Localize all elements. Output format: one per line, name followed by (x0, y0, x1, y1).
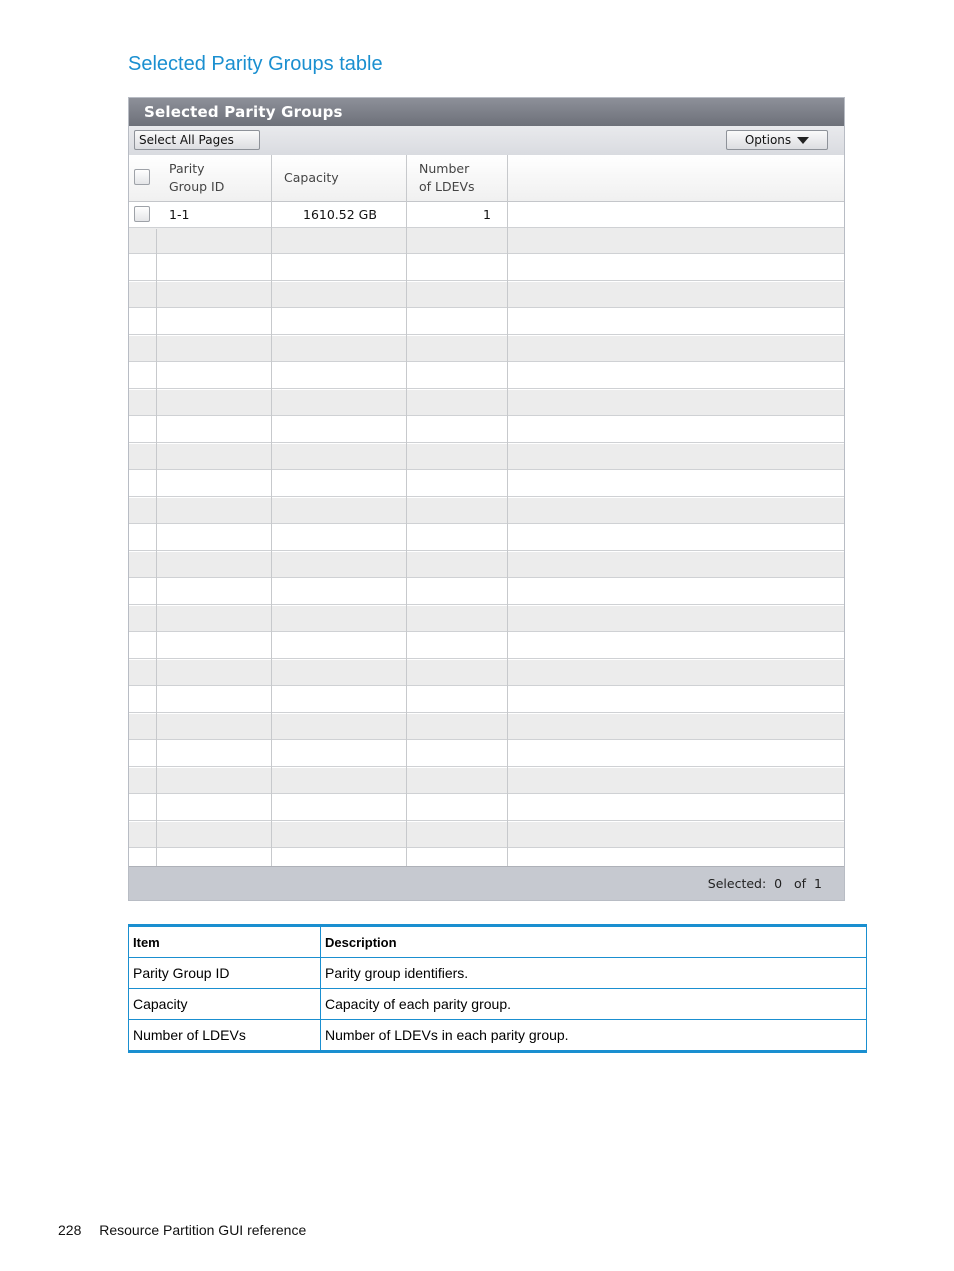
header-line: Parity (169, 161, 205, 176)
empty-table-row (129, 228, 844, 254)
column-divider (271, 155, 272, 867)
empty-table-row (129, 660, 844, 686)
empty-table-row (129, 687, 844, 713)
table-row (129, 958, 867, 989)
empty-table-row (129, 579, 844, 605)
total-count: 1 (814, 876, 822, 891)
options-button[interactable] (726, 130, 828, 150)
empty-table-row (129, 417, 844, 443)
selected-count: 0 (774, 876, 783, 891)
empty-table-row (129, 336, 844, 362)
empty-table-row (129, 714, 844, 740)
empty-table-row (129, 282, 844, 308)
column-header-parity-group-id[interactable] (169, 160, 224, 196)
empty-table-row (129, 633, 844, 659)
table-header (129, 155, 844, 202)
ldev-count-cell: 1 (483, 207, 491, 222)
item-header: Item (129, 926, 321, 958)
of-label: of (794, 876, 807, 891)
empty-table-row (129, 552, 844, 578)
selection-footer (129, 866, 844, 900)
empty-table-row (129, 444, 844, 470)
table-row (129, 1020, 867, 1052)
item-cell: Capacity (129, 989, 321, 1020)
capacity-cell: 1610.52 GB (303, 207, 377, 222)
parity-groups-grid (129, 155, 844, 867)
empty-table-row (129, 498, 844, 524)
page-footer (58, 1222, 306, 1238)
toolbar (129, 126, 844, 156)
item-cell: Parity Group ID (129, 958, 321, 989)
empty-table-row (129, 849, 844, 867)
selected-parity-groups-panel (128, 97, 845, 901)
header-line: Number (419, 161, 470, 176)
selection-count (708, 867, 822, 900)
header-line: of LDEVs (419, 179, 475, 194)
panel-title: Selected Parity Groups (129, 98, 844, 126)
selected-label: Selected: (707, 876, 767, 891)
description-table (128, 924, 867, 1053)
description-cell: Parity group identifiers. (321, 958, 867, 989)
empty-table-row (129, 606, 844, 632)
empty-table-row (129, 822, 844, 848)
description-cell: Number of LDEVs in each parity group. (321, 1020, 867, 1052)
chevron-down-icon (797, 137, 809, 144)
empty-table-row (129, 741, 844, 767)
header-line: Capacity (284, 170, 339, 185)
parity-group-id-cell: 1-1 (169, 207, 190, 222)
description-cell: Capacity of each parity group. (321, 989, 867, 1020)
select-all-checkbox[interactable] (134, 169, 150, 185)
table-row (129, 989, 867, 1020)
column-header-number-of-ldevs[interactable] (419, 160, 475, 196)
empty-table-row (129, 309, 844, 335)
table-row[interactable] (129, 202, 844, 228)
empty-table-row (129, 471, 844, 497)
item-cell: Number of LDEVs (129, 1020, 321, 1052)
column-divider (156, 229, 157, 867)
options-label: Options (744, 133, 792, 147)
empty-table-row (129, 255, 844, 281)
column-divider (507, 155, 508, 867)
empty-table-row (129, 363, 844, 389)
empty-table-row (129, 768, 844, 794)
column-divider (406, 155, 407, 867)
column-header-capacity[interactable] (284, 169, 339, 187)
page-footer-text: Resource Partition GUI reference (99, 1222, 307, 1238)
description-header: Description (321, 926, 867, 958)
select-all-pages-button[interactable]: Select All Pages (134, 130, 260, 150)
empty-table-row (129, 795, 844, 821)
row-checkbox[interactable] (134, 206, 150, 222)
table-header-row (129, 926, 867, 958)
section-title: Selected Parity Groups table (128, 53, 383, 75)
empty-table-row (129, 525, 844, 551)
empty-table-row (129, 390, 844, 416)
header-line: Group ID (169, 179, 225, 194)
page-number: 228 (58, 1222, 82, 1238)
